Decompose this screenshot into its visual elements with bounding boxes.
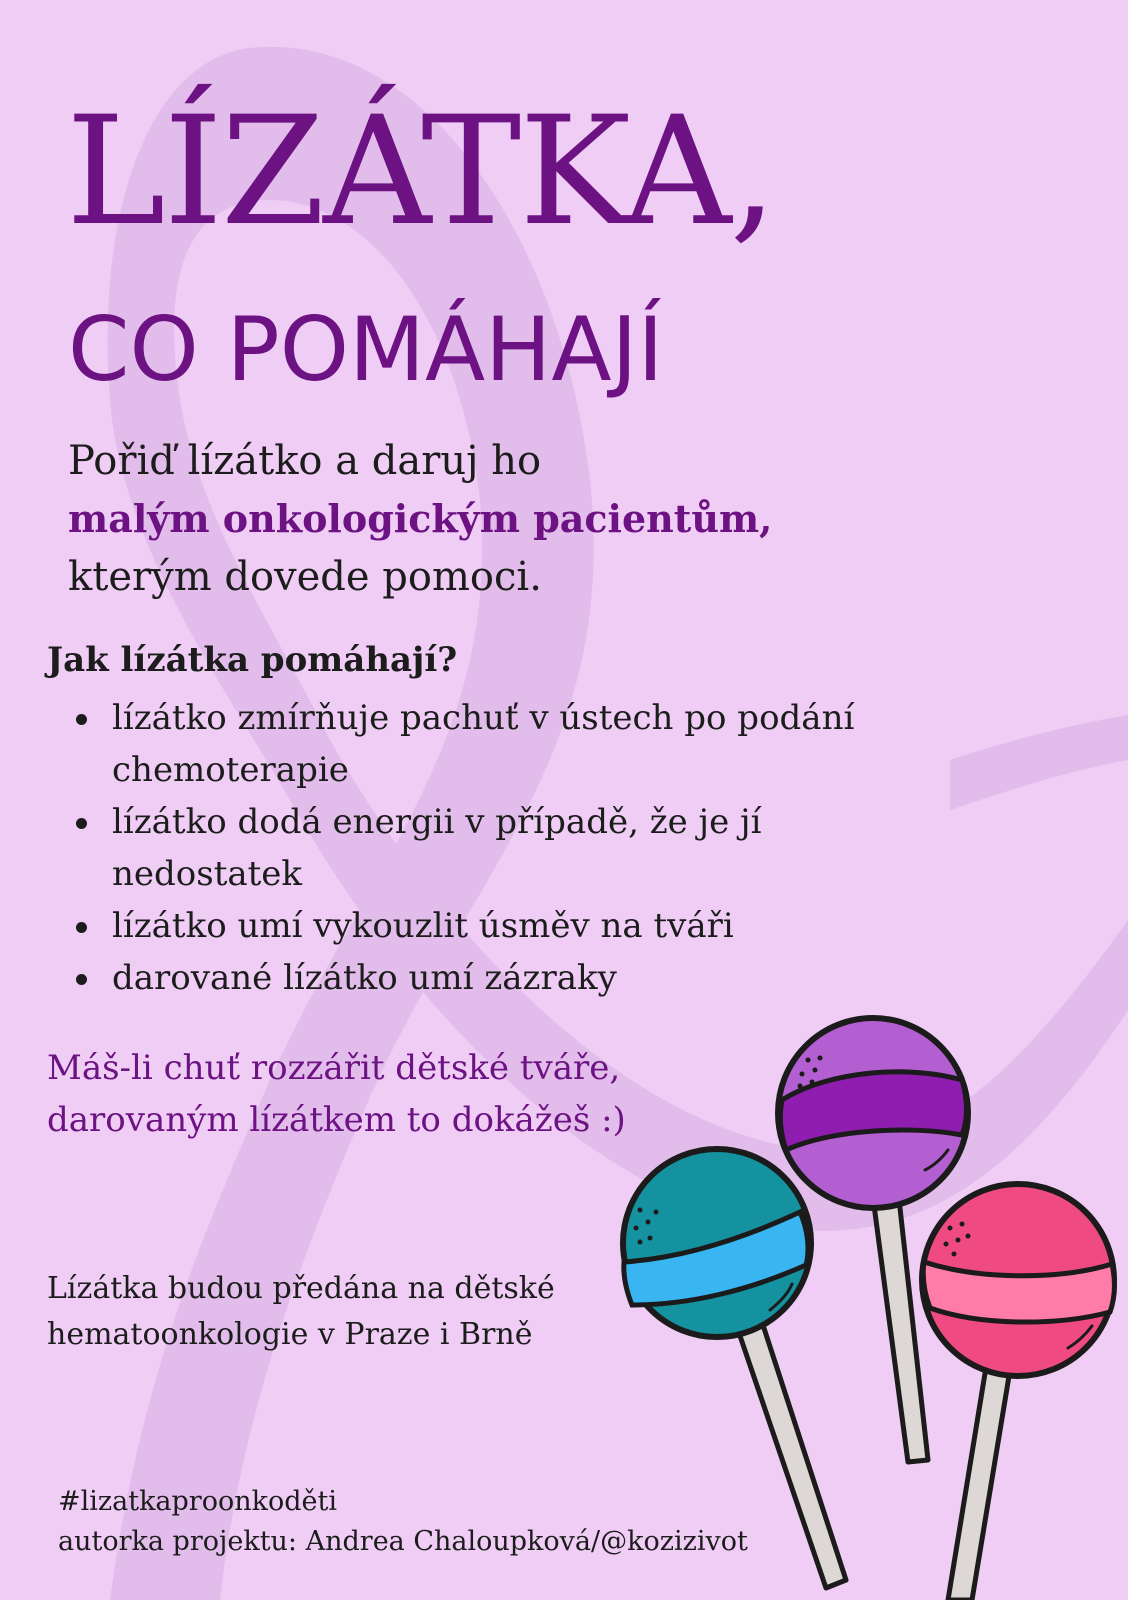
call-to-action-line: Máš-li chuť rozzářit dětské tváře, [47, 1048, 621, 1088]
delivery-note-line: Lízátka budou předána na dětské [47, 1271, 555, 1306]
delivery-note [47, 1266, 667, 1358]
delivery-note-line: hematoonkologie v Praze i Brně [47, 1317, 533, 1352]
lollipop-teal-icon [623, 1149, 846, 1588]
list-item-line: lízátko zmírňuje pachuť v ústech po podání [112, 698, 855, 738]
intro-line: Pořiď lízátko a daruj ho [68, 438, 542, 484]
benefits-list [68, 692, 968, 1004]
intro-highlight: malým onkologickým pacientům, [68, 496, 773, 541]
lollipops-illustration [600, 1000, 1128, 1600]
list-item-line: lízátko dodá energii v případě, že je jí [112, 802, 762, 842]
list-item [68, 692, 968, 796]
list-item-line: chemoterapie [112, 750, 349, 790]
list-item-line: darované lízátko umí zázraky [112, 958, 617, 998]
list-item [68, 952, 968, 1004]
headline-subtitle: CO POMÁHAJÍ [68, 298, 664, 401]
intro-paragraph [68, 432, 968, 606]
call-to-action-line: darovaným lízátkem to dokážeš :) [47, 1100, 626, 1140]
list-item [68, 900, 968, 952]
lollipop-pink-icon [922, 1184, 1114, 1600]
list-item [68, 796, 968, 900]
benefits-heading: Jak lízátka pomáhají? [47, 640, 458, 680]
list-item-line: nedostatek [112, 854, 303, 894]
headline-title: LÍZÁTKA, [66, 85, 776, 259]
author-credit: autorka projektu: Andrea Chaloupková/@kozizivot [58, 1526, 748, 1557]
intro-line: kterým dovede pomoci. [68, 554, 542, 600]
list-item-line: lízátko umí vykouzlit úsměv na tváři [112, 906, 734, 946]
hashtag: #lizatkaproonkoděti [58, 1486, 337, 1517]
